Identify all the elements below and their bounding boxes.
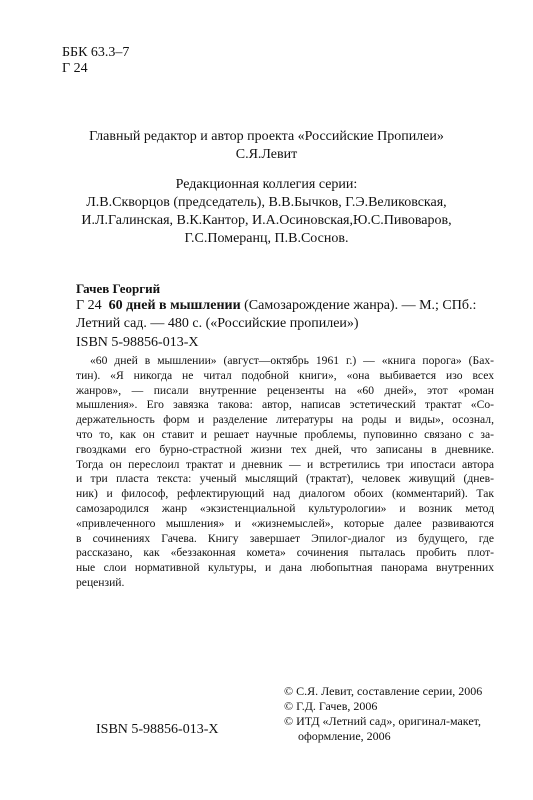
copyright-line: © ИТД «Летний сад», оригинал-макет, [284,714,481,728]
annotation-line: рецензий. [76,575,125,589]
annotation-line: тин). «Я никогда не читал подобной книги», «она выбивается изо всех [76,368,494,382]
board-line: Л.В.Скворцов (председатель), В.В.Бычков, Г.Э.Великовская, [86,195,447,210]
bbk-index: Г 24 [62,61,88,76]
annotation-line: жанров», — писали внутренние рецензенты на «60 дней», этот «роман [76,383,494,397]
board-line: Г.С.Померанц, П.В.Соснов. [184,231,349,246]
annotation-line: гвоздками его бурно-страстной жизни тех дней, что записаны в дневнике. [76,442,494,456]
isbn: ISBN 5-98856-013-X [76,335,199,350]
book-title: 60 дней в мышлении [108,298,241,313]
copyright-line: © С.Я. Левит, составление серии, 2006 [284,684,483,698]
annotation-line: Тогда он переслоил трактат и дневник — и встретились три ипостаси автора [76,457,494,471]
copyright-line: оформление, 2006 [298,729,391,743]
annotation-line: мышления». Его завязка такова: автор, написав эстетический трактат «Со- [76,398,494,412]
annotation-line: самозародился жанр «экзистенциальной культурологии» и возник метод [76,501,494,515]
footer-isbn: ISBN 5-98856-013-X [96,722,219,737]
catalog-index: Г 24 [76,298,102,313]
annotation [76,354,494,591]
annotation-line: в сочинениях Гачева. Книгу завершает Эпилог-диалог из будущего, где [76,531,494,545]
annotation-line: держательность форм и разделение литературы на роды и виды», осознал, [76,413,494,427]
catalog-entry-line2: Летний сад. — 480 с. («Российские пропилеи») [76,316,359,331]
catalog-entry-line1 [76,297,476,315]
annotation-line: «привлеченного мышления» и «жизнемыслей», которые далее развиваются [76,516,494,530]
annotation-line: ник) и философ, рефлектирующий над диалогом обоих (комментарий). Так [76,487,494,501]
annotation-line: рассказано, как «беззаконная комета» сочинения пыталась пробить плот- [76,546,494,560]
annotation-line: «60 дней в мышлении» (август—октябрь 1961 г.) — «книга порога» (Бах- [90,354,494,367]
board-title: Редакционная коллегия серии: [175,177,358,192]
annotation-line: и три пласта текста: ученый мыслящий (трактат), человек живущий (днев- [76,472,494,486]
chief-editor-name: С.Я.Левит [235,147,298,162]
catalog-imprint: (Самозарождение жанра). — М.; СПб.: [240,298,477,313]
author-heading: Гачев Георгий [76,281,161,296]
board-line: И.Л.Галинская, В.К.Кантор, И.А.Осиновская,Ю.С.Пивоваров, [81,213,452,228]
chief-editor-line: Главный редактор и автор проекта «Российские Пропилеи» [89,129,444,144]
annotation-line: что то, как он ставит и решает научные проблемы, пуповинно связано с за- [76,427,494,441]
bbk-code: ББК 63.3–7 [62,45,130,60]
annotation-line: ные слои нормативной культуры, и дана любопытная панорама внутренних [76,561,494,575]
copyright-line: © Г.Д. Гачев, 2006 [284,699,378,713]
